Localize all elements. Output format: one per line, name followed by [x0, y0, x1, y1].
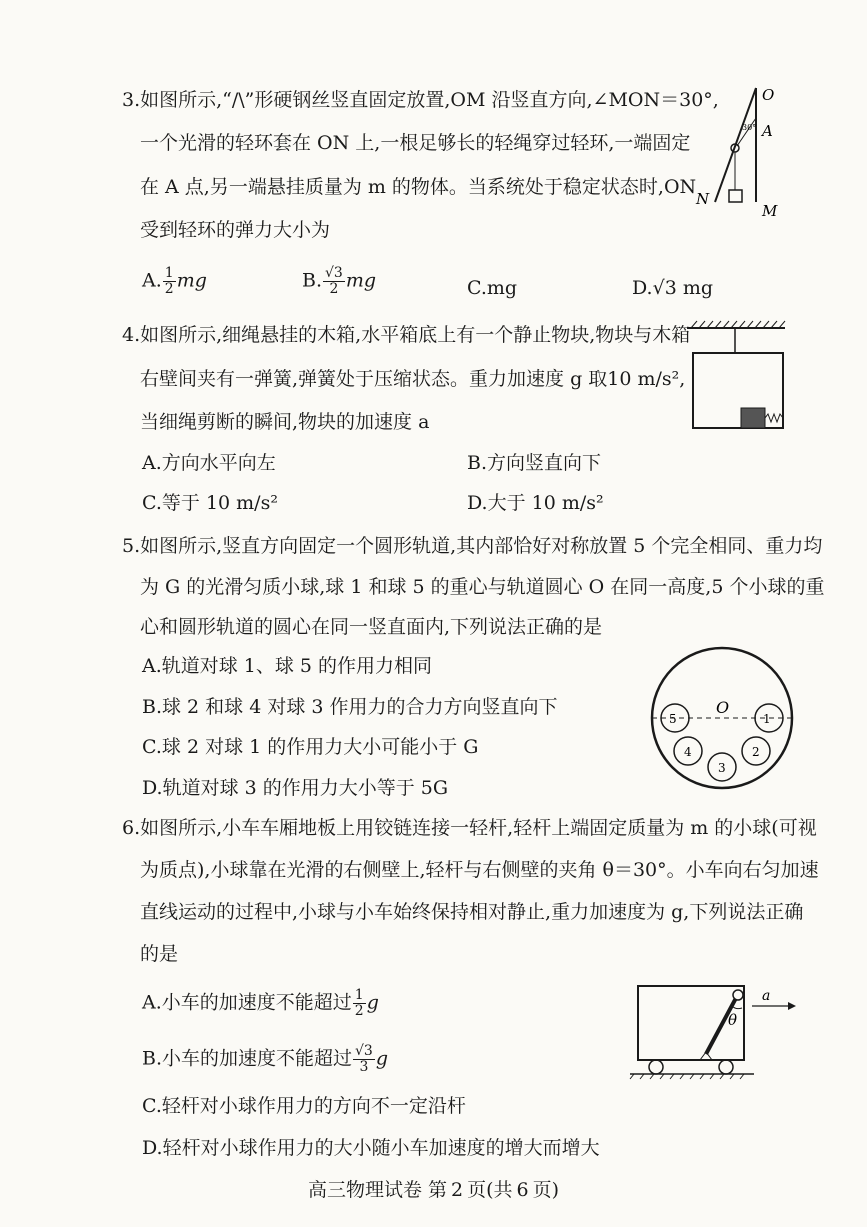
question-3-option-a: A. $\frac{1}{2}$ mg	[142, 265, 207, 297]
label-m: M	[762, 202, 778, 220]
label-2: 2	[752, 745, 760, 759]
question-6-line-2: 为质点),小球靠在光滑的右侧壁上,轻杆与右侧壁的夹角 θ＝30°。小车向右匀加速	[140, 859, 819, 881]
question-5-line-3: 心和圆形轨道的圆心在同一竖直面内,下列说法正确的是	[140, 616, 603, 638]
label-1: 1	[763, 712, 771, 726]
question-4-option-c: C.等于 10 m/s²	[142, 492, 278, 514]
question-5-option-a: A.轨道对球 1、球 5 的作用力相同	[142, 655, 433, 677]
question-6-option-a: A.小车的加速度不能超过 $\frac{1}{2}$ g	[142, 987, 379, 1019]
question-3-line-1: 3.如图所示,“/\”形硬钢丝竖直固定放置,OM 沿竖直方向,∠MON＝30°,	[122, 89, 719, 111]
label-4: 4	[684, 745, 692, 759]
page-footer: 高三物理试卷 第 2 页(共 6 页)	[307, 1179, 560, 1201]
question-3-figure	[690, 80, 800, 225]
question-4-option-a: A.方向水平向左	[142, 452, 276, 474]
question-5-line-2: 为 G 的光滑匀质小球,球 1 和球 5 的重心与轨道圆心 O 在同一高度,5 个小球的重	[140, 576, 825, 598]
question-5-figure	[650, 640, 800, 805]
question-3-option-d: D.√3 mg	[632, 277, 714, 299]
arrow-head-icon	[788, 1002, 796, 1010]
question-6-line-3: 直线运动的过程中,小球与小车始终保持相对静止,重力加速度为 g,下列说法正确	[140, 901, 804, 923]
question-6-line-4: 的是	[140, 943, 179, 965]
question-3-line-2: 一个光滑的轻环套在 ON 上,一根足够长的轻绳穿过轻环,一端固定	[140, 132, 691, 154]
question-5-option-d: D.轨道对球 3 的作用力大小等于 5G	[142, 777, 449, 799]
question-3-line-4: 受到轻环的弹力大小为	[140, 219, 331, 241]
label-theta: θ	[728, 1011, 738, 1029]
question-6-option-c: C.轻杆对小球作用力的方向不一定沿杆	[142, 1095, 466, 1117]
label-3: 3	[718, 761, 726, 775]
question-6-option-d: D.轻杆对小球作用力的大小随小车加速度的增大而增大	[142, 1137, 600, 1159]
spring	[765, 414, 783, 422]
question-4-line-2: 右壁间夹有一弹簧,弹簧处于压缩状态。重力加速度 g 取10 m/s²,	[140, 368, 686, 390]
wheel-left	[649, 1060, 663, 1074]
label-n: N	[696, 190, 710, 208]
label-5: 5	[669, 712, 677, 726]
question-4-option-b: B.方向竖直向下	[467, 452, 602, 474]
label-a: A	[762, 122, 773, 140]
question-4-figure	[685, 318, 790, 433]
page-number: 2	[451, 1179, 464, 1201]
label-angle: 30°	[742, 123, 757, 132]
label-o: O	[762, 86, 775, 104]
label-o: O	[716, 698, 730, 717]
question-3-line-3: 在 A 点,另一端悬挂质量为 m 的物体。当系统处于稳定状态时,ON	[140, 176, 697, 198]
question-5-option-b: B.球 2 和球 4 对球 3 作用力的合力方向竖直向下	[142, 696, 558, 718]
question-5-option-c: C.球 2 对球 1 的作用力大小可能小于 G	[142, 736, 479, 758]
question-6-line-1: 6.如图所示,小车车厢地板上用铰链连接一轻杆,轻杆上端固定质量为 m 的小球(可视	[122, 817, 817, 839]
wheel-right	[719, 1060, 733, 1074]
question-6-figure	[628, 980, 800, 1080]
question-4-option-d: D.大于 10 m/s²	[467, 492, 604, 514]
question-5-line-1: 5.如图所示,竖直方向固定一个圆形轨道,其内部恰好对称放置 5 个完全相同、重力均	[122, 535, 823, 557]
ceiling-hatch	[691, 321, 785, 328]
small-ball	[733, 990, 743, 1000]
question-3-option-b: B. $\frac{√3}{2}$ mg	[302, 265, 377, 297]
question-3-option-c: C.mg	[467, 277, 518, 299]
mass-block	[729, 190, 742, 202]
total-pages: 6	[516, 1179, 529, 1201]
block	[741, 408, 765, 428]
question-4-line-3: 当细绳剪断的瞬间,物块的加速度 a	[140, 411, 430, 433]
question-6-option-b: B.小车的加速度不能超过 $\frac{√3}{3}$ g	[142, 1043, 389, 1075]
label-a: a	[762, 988, 771, 1004]
question-4-line-1: 4.如图所示,细绳悬挂的木箱,水平箱底上有一个静止物块,物块与木箱	[122, 324, 691, 346]
